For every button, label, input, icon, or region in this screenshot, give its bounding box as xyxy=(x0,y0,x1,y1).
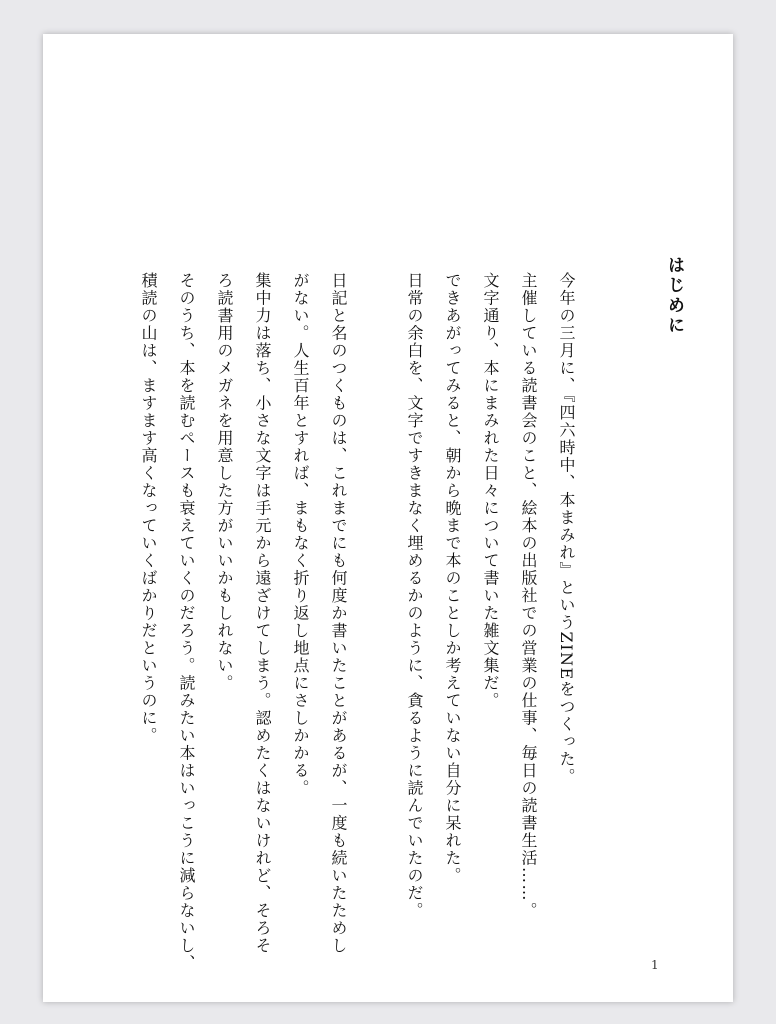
text-line: 集中力は落ち、小さな文字は手元から遠ざけてしまう。認めたくはないけれど、そろそ xyxy=(253,272,272,955)
text-line: できあがってみると、朝から晩まで本のことしか考えていない自分に呆れた。 xyxy=(443,272,462,885)
text-line: ろ読書用のメガネを用意した方がいいかもしれない。 xyxy=(215,272,234,692)
text-line: 日常の余白を、文字ですきまなく埋めるかのように、貪るように読んでいたのだ。 xyxy=(405,272,424,920)
text-line: 今年の三月に、『四六時中、本まみれ』というZINEをつくった。 xyxy=(557,272,576,786)
body-text xyxy=(129,272,585,972)
text-line: そのうち、本を読むペースも衰えていくのだろう。読みたい本はいっこうに減らないし、 xyxy=(177,272,196,972)
document-page xyxy=(43,34,733,1002)
text-line: 日記と名のつくものは、これまでにも何度か書いたことがあるが、一度も続いたためし xyxy=(329,272,348,955)
text-line: がない。人生百年とすれば、まもなく折り返し地点にさしかかる。 xyxy=(291,272,310,797)
paragraph-break xyxy=(357,272,395,972)
chapter-title: はじめに xyxy=(664,256,684,336)
page-number: 1 xyxy=(651,958,659,972)
text-line: 積読の山は、ますます高くなっていくばかりだというのに。 xyxy=(139,272,158,745)
text-line: 文字通り、本にまみれた日々について書いた雑文集だ。 xyxy=(481,272,500,710)
text-line: 主催している読書会のこと、絵本の出版社での営業の仕事、毎日の読書生活……。 xyxy=(519,272,538,920)
